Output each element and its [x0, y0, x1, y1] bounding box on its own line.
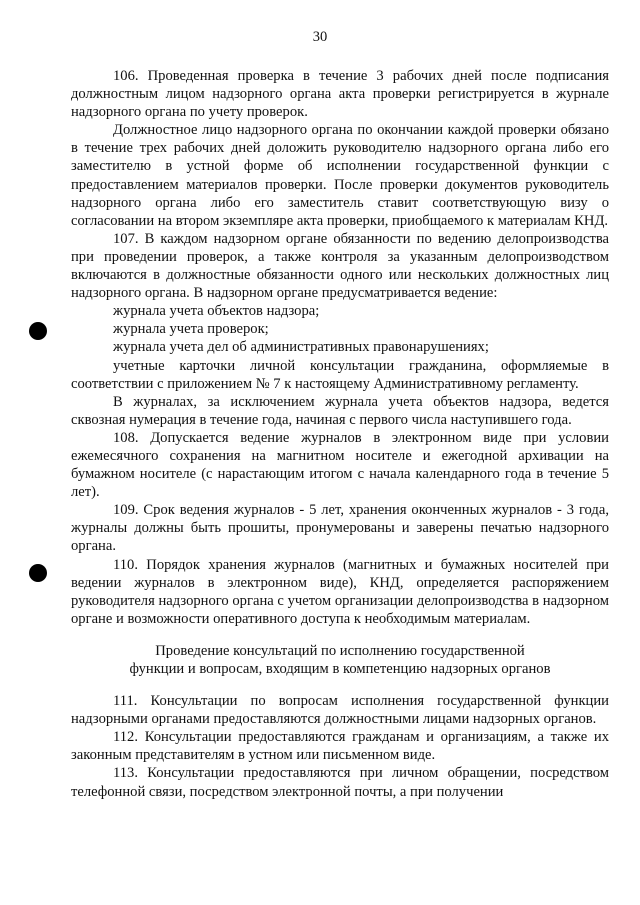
paragraph-journal-numbering: В журналах, за исключением журнала учета объектов надзора, ведется сквозная нумерация в течение года, начиная с первого числа наступившего года.	[71, 393, 609, 428]
punch-hole-bottom	[29, 564, 47, 582]
punch-hole-top	[29, 322, 47, 340]
paragraph-110: 110. Порядок хранения журналов (магнитных и бумажных носителей при ведении журналов в электронном виде), КНД, определяется распоряжением руководителя надзорного органа с учетом организации делопроизводства в надзорном органе и возможности оперативного доступа к необходимым материалам.	[71, 556, 609, 627]
paragraph-111: 111. Консультации по вопросам исполнения государственной функции надзорными органами предоставляются должностными лицами надзорных органов.	[71, 693, 609, 728]
section-heading-line2: функции и вопросам, входящим в компетенцию надзорных органов	[129, 661, 551, 677]
section-heading	[71, 642, 609, 678]
list-item-journal-cases: журнала учета дел об административных правонарушениях;	[113, 339, 489, 356]
document-body	[71, 67, 609, 801]
paragraph-106-officer-report: Должностное лицо надзорного органа по окончании каждой проверки обязано в течение трех рабочих дней доложить руководителю надзорного органа либо его заместителю в устной форме об исполнении государственной функции с предоставлением материалов проверки. После проверки документов руководитель надзорного органа либо его заместитель ставит соответствующую визу о согласовании на втором экземпляре акта проверки, приобщаемого к материалам КНД.	[71, 122, 609, 229]
paragraph-113: 113. Консультации предоставляются при личном обращении, посредством телефонной связи, посредством электронной почты, а при получении	[71, 765, 609, 800]
paragraph-112: 112. Консультации предоставляются гражданам и организациям, а также их законным представителям в устном или письменном виде.	[71, 729, 609, 764]
list-item-journal-inspections: журнала учета проверок;	[113, 321, 269, 338]
list-item-consultation-cards: учетные карточки личной консультации гражданина, оформляемые в соответствии с приложением № 7 к настоящему Административному регламенту.	[71, 357, 609, 392]
page-number: 30	[312, 29, 328, 45]
paragraph-108: 108. Допускается ведение журналов в электронном виде при условии ежемесячного сохранения на магнитном носителе и ежегодной архивации на бумажном носителе (с нарастающим итогом с начала календарного года в течение 5 лет).	[71, 429, 609, 501]
section-heading-line1: Проведение консультаций по исполнению государственной	[155, 642, 525, 659]
list-item-journal-objects: журнала учета объектов надзора;	[113, 303, 320, 320]
paragraph-109: 109. Срок ведения журналов - 5 лет, хранения оконченных журналов - 3 года, журналы должны быть прошиты, пронумерованы и заверены печатью надзорного органа.	[71, 502, 609, 555]
paragraph-106: 106. Проведенная проверка в течение 3 рабочих дней после подписания должностным лицом надзорного органа акта проверки регистрируется в журнале надзорного органа по учету проверок.	[71, 68, 609, 121]
paragraph-107: 107. В каждом надзорном органе обязанности по ведению делопроизводства при проведении проверок, а также контроля за указанным делопроизводством включаются в должностные обязанности одного или нескольких должностных лиц надзорного органа. В надзорном органе предусматривается ведение:	[71, 230, 609, 302]
